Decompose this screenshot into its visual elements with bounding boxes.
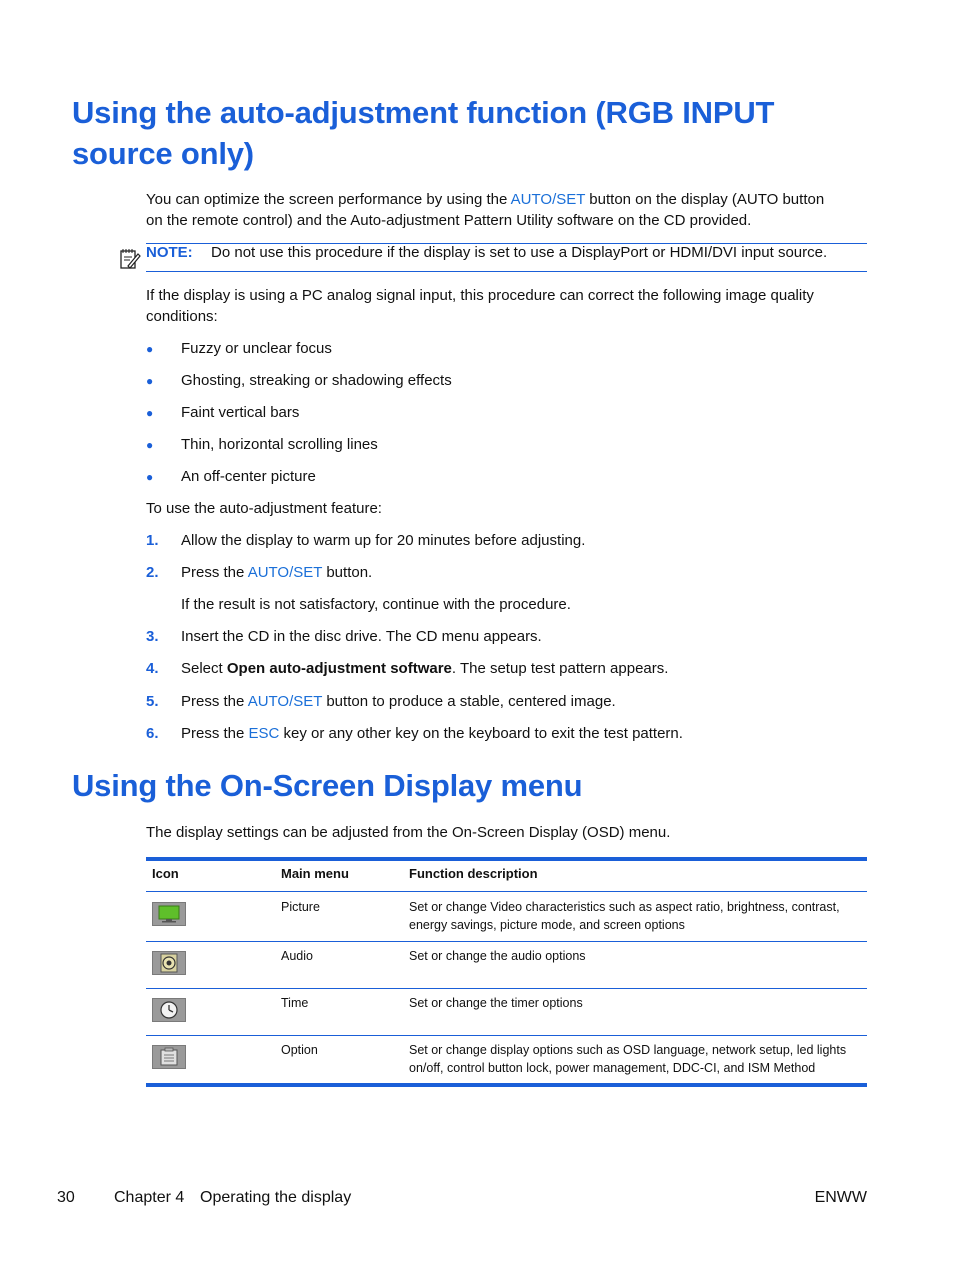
note-bottom-rule: [146, 271, 867, 272]
footer-chapter-title: Operating the display: [200, 1189, 352, 1206]
bullet-dot-icon: ●: [146, 342, 154, 356]
table-header-main-menu: Main menu: [281, 866, 349, 881]
option-icon: [152, 1045, 186, 1069]
intro-paragraph: You can optimize the screen performance by using the AUTO/SET button on the display (AUTO button on the remote control) and the Auto-adjustment Pattern Utility software on the CD provided.: [146, 191, 825, 229]
audio-icon: [152, 951, 186, 975]
auto-set-link[interactable]: AUTO/SET: [510, 191, 586, 208]
table-cell-menu: Time: [281, 996, 309, 1010]
table-row-divider: [146, 941, 867, 942]
table-row-divider: [146, 988, 867, 989]
picture-icon: [152, 902, 186, 926]
auto-set-link[interactable]: AUTO/SET: [247, 693, 323, 710]
table-top-rule: [146, 857, 867, 861]
bullet-dot-icon: ●: [146, 374, 154, 388]
table-header-rule: [146, 891, 867, 892]
table-cell-description: Set or change the audio options: [409, 949, 586, 963]
table-cell-menu: Picture: [281, 900, 320, 914]
table-cell-menu: Audio: [281, 949, 313, 963]
conditions-paragraph: If the display is using a PC analog signal input, this procedure can correct the following image quality conditions:: [146, 287, 814, 325]
table-header-function: Function description: [409, 866, 538, 881]
table-header-icon: Icon: [152, 866, 179, 881]
esc-link[interactable]: ESC: [248, 725, 280, 742]
bullet-dot-icon: ●: [146, 470, 154, 484]
steps-lead: To use the auto-adjustment feature:: [146, 500, 382, 517]
bullet-dot-icon: ●: [146, 406, 154, 420]
footer-chapter: Chapter 4: [114, 1189, 185, 1206]
bullet-dot-icon: ●: [146, 438, 154, 452]
auto-set-link[interactable]: AUTO/SET: [247, 564, 323, 581]
note-icon: [118, 246, 142, 270]
page-number: 30: [57, 1189, 75, 1206]
note-text: Do not use this procedure if the display is set to use a DisplayPort or HDMI/DVI input source.: [211, 244, 828, 261]
table-row-divider: [146, 1035, 867, 1036]
table-cell-description: Set or change Video characteristics such as aspect ratio, brightness, contrast, energy savings, picture mode, and screen options: [409, 900, 840, 932]
footer-locale: ENWW: [814, 1189, 867, 1206]
note: [146, 242, 876, 263]
note-label: NOTE:: [146, 244, 193, 261]
table-cell-description: Set or change display options such as OSD language, network setup, led lights on/off, control button lock, power management, DDC-CI, and ISM Method: [409, 1043, 847, 1075]
section-title-osd: Using the On-Screen Display menu: [72, 768, 583, 803]
step-sub-text: If the result is not satisfactory, continue with the procedure.: [181, 596, 571, 613]
table-cell-description: Set or change the timer options: [409, 996, 583, 1010]
clock-icon: [152, 998, 186, 1022]
section-title-auto-adjust: Using the auto-adjustment function (RGB INPUT source only): [72, 95, 775, 171]
osd-intro: The display settings can be adjusted from the On-Screen Display (OSD) menu.: [146, 824, 671, 841]
table-bottom-rule: [146, 1083, 867, 1087]
table-cell-menu: Option: [281, 1043, 318, 1057]
